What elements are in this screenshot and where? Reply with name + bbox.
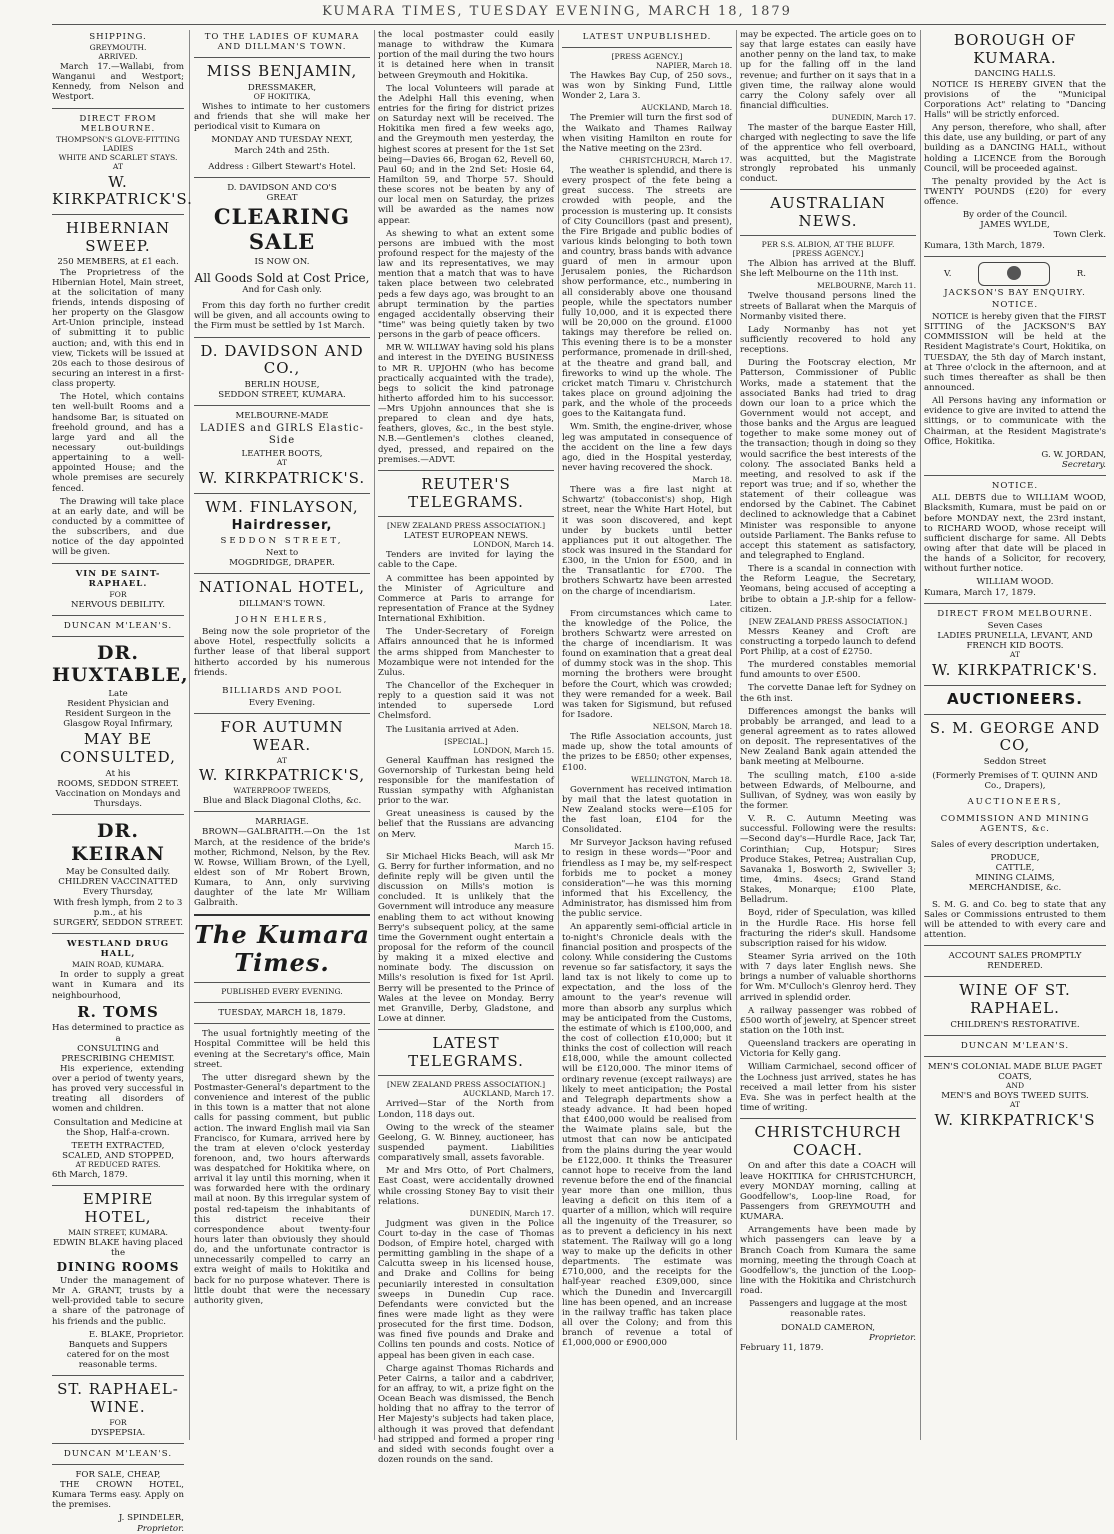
divider [194, 811, 370, 812]
coach-sig: DONALD CAMERON, [780, 1322, 876, 1333]
aus-assoc: [NEW ZEALAND PRESS ASSOCIATION.] [748, 616, 908, 626]
divider [194, 405, 370, 406]
euro-heading: LATEST EUROPEAN NEWS. [403, 531, 529, 542]
autumn-cloths: Blue and Black Diagonal Cloths, &c. [202, 796, 362, 807]
george-heading: S. M. GEORGE AND CO, [929, 718, 1101, 755]
george-item: CATTLE, [995, 863, 1035, 874]
empire-heading: EMPIRE HOTEL, [82, 1190, 154, 1226]
benjamin-trade: DRESSMAKER, [247, 82, 317, 93]
crest-letter: V. [944, 268, 952, 279]
divider [740, 1118, 916, 1119]
royal-crest-icon [978, 262, 1050, 286]
news-item: V. R. C. Autumn Meeting was successful. Following were the results:—Second day's—Hurdle Race, Jack Tar, Corinthian; Cup, Hotspur; Sires Produce Stakes, Petrea; Australian Cup, Savanaka 1, Bosworth 2, Swiveller 3; time, 4mins. 4secs; Grand Stand Stakes, Monarque; £100 Plate, Belladrum. [740, 814, 916, 906]
dateline: March 15. [514, 841, 554, 851]
news-item: The Premier will turn the first sod of the Waikato and Thames Railway when visiting Hamilton en route for the Native meeting on the 23rd. [562, 113, 732, 154]
raphael-heading: ST. RAPHAEL-WINE. [57, 1380, 179, 1416]
dateline: CHRISTCHURCH, March 17. [619, 155, 732, 165]
vin-heading: VIN DE SAINT-RAPHAEL. [75, 568, 161, 589]
divider [52, 214, 184, 215]
notice-text: Any person, therefore, who shall, after this date, use any building, or part of any building as a DANCING HALL, without holding a LICENCE from the Borough Council, will be proceeded against. [924, 123, 1106, 174]
toms-text: Has determined to practice as a [52, 1023, 185, 1044]
direct-heading: DIRECT FROM MELBOURNE. [937, 608, 1093, 619]
divider [52, 615, 184, 616]
crown-sig: J. SPINDELER, [118, 1513, 184, 1524]
hibernian-text: The Drawing will take place at an early date, and will be conducted by a committee of the subscribers, and due notice of the day appointed will be given. [52, 496, 184, 558]
vin-firm: DUNCAN M'LEAN'S. [63, 620, 173, 631]
huxtable-heading: DR. HUXTABLE, [52, 642, 189, 687]
column-divider [374, 30, 375, 1440]
shipping-heading: SHIPPING. [89, 32, 147, 42]
notice-sig: WILLIAM WOOD. [976, 577, 1054, 588]
melb-firm: W. KIRKPATRICK'S. [198, 469, 366, 488]
divider [52, 563, 184, 564]
huxtable-vacc: Vaccination on Mondays and Thursdays. [55, 789, 181, 810]
finlayson-draper: MOGDRIDGE, DRAPER. [229, 558, 335, 569]
australian-heading: AUSTRALIAN NEWS. [770, 193, 886, 230]
divider [378, 470, 554, 471]
finlayson-trade: Hairdresser, [231, 518, 333, 534]
latest-heading: LATEST TELEGRAMS. [408, 1034, 524, 1070]
raphael-use: DYSPEPSIA. [90, 1427, 146, 1438]
borough-heading: BOROUGH OF KUMARA. [953, 31, 1077, 67]
news-item: The sculling match, £100 a-side between Edwards, of Melbourne, and Sullivan, of Sydney, was won easily by the former. [740, 770, 916, 811]
davidson-text: From this day forth no further credit will be given, and all accounts owing to the Firm must be settled by 1st March. [194, 301, 370, 332]
paper-published: PUBLISHED EVERY EVENING. [221, 987, 343, 997]
royal-crest-row [924, 262, 1106, 286]
reuter-heading: REUTER'S TELEGRAMS. [408, 474, 524, 511]
empire-street: MAIN STREET, KUMARA. [68, 1227, 168, 1237]
wine-heading: WINE OF ST. RAPHAEL. [959, 981, 1071, 1018]
dateline: LONDON, March 14. [473, 540, 554, 550]
notice-text: All Persons having any information or evidence to give are invited to attend the sittings, or to communicate with the Chairman, at the Resident Magistrate's Office, Hokitika. [924, 396, 1106, 447]
marriage-text: BROWN—GALBRAITH.—On the 1st March, at the residence of the bride's mother, Richmond, Nelson, by the Rev. W. Rowse, William Brown, of the Lyell, eldest son of Mr Robert Brown, Kumara, to Ann, only surviving daughter of the late Mr William Galbraith. [194, 827, 370, 909]
melb-line: LEATHER BOOTS, [241, 448, 323, 459]
divider [924, 256, 1106, 257]
toms-text: TEETH EXTRACTED, SCALED, AND STOPPED, [62, 1140, 174, 1162]
keiran-heading: DR. KEIRAN [71, 820, 165, 865]
george-street: Seddon Street [983, 756, 1047, 767]
news-item: The Under-Secretary of Foreign Affairs announced that he is informed the arms shipped from Manchester to Mozambique were not intended for the Zulus. [378, 627, 554, 678]
george-auct: AUCTIONEERS, [967, 797, 1063, 808]
wine-firm: DUNCAN M'LEAN'S. [960, 1040, 1070, 1051]
vin-use: NERVOUS DEBILITY. [71, 599, 165, 610]
kirkpatrick-name: W. KIRKPATRICK'S [934, 1111, 1096, 1130]
news-item: An apparently semi-official article in to-night's Chronicle deals with the financial position and prospects of the colony. While considering the Customs revenue so far satisfactory, it says the land tax is not likely to come up to expectation, and the loss of the amount to the year's revenue will more than absorb any surplus which may be anticipated from the Customs, the estimate of which is £100,000, and the cost of collection £10,000; but it thinks the cost of collection will reach £18,000, while the amount collected will be £120,000. The minor items of ordinary revenue (except railways) are likely to meet anticipation; the Postal and Telegraph departments show a steady advance. It had been hoped that £400,000 would be realised from the Waimate plains sale, but the utmost that can now be anticipated from the plains during the year would be £122,000. It thinks the Treasurer cannot hope to receive from the land revenue before the end of the financial year more than one million, thus leaving a deficit on this item of a quarter of a million, which will require all the ingenuity of the Treasurer, so as to prevent a deficiency in his next statement. The Railway will go a long way to make up the deficits in other departments. The estimate was £710,000, and the receipts for the half-year reached £309,000, since which the Dunedin and Invercargill line has been opened, and an increase in the railway traffic has taken place all over the Colony; and from this branch of revenue a total of £1,000,000 or £900,000 [562, 922, 732, 1349]
special-label: [SPECIAL.] [444, 736, 488, 746]
aus-agency: [PRESS AGENCY.] [792, 249, 864, 259]
national-town: DILLMAN'S TOWN. [238, 598, 326, 609]
empire-dining: DINING ROOMS [56, 1259, 180, 1274]
coach-role: Proprietor. [868, 1332, 916, 1343]
shipping-text: March 17.—Wallabi, from Wanganui and Westport; Kennedy, from Nelson and Westport. [52, 62, 184, 103]
keiran-surgery: SURGERY, SEDDON STREET. [52, 917, 184, 928]
notice-role: Secretary. [1061, 460, 1106, 471]
divider [194, 1023, 370, 1024]
vin-for: FOR [109, 589, 127, 599]
davidson-head: D. DAVIDSON AND CO'S [227, 182, 337, 193]
mens-and: AND [1005, 1081, 1025, 1091]
ehlers-text: Being now the sole proprietor of the above Hotel, respectfully solicits a further lease of that liberal support hitherto accorded by his numerous friends. [194, 627, 370, 678]
kirkpatrick-name: W. KIRKPATRICK'S. [52, 172, 193, 209]
finlayson-heading: WM. FINLAYSON, [205, 497, 359, 516]
mens-line: MEN'S COLONIAL MADE BLUE PAGET COATS, [927, 1062, 1103, 1083]
news-item: Arrived—Star of the North from London, 118 days out. [378, 1099, 554, 1120]
hibernian-members: 250 MEMBERS, at £1 each. [57, 257, 179, 268]
dateline: MELBOURNE, March 11. [816, 281, 916, 291]
raphael-firm: DUNCAN M'LEAN'S. [63, 1448, 173, 1459]
george-item: MERCHANDISE, &c. [968, 883, 1062, 894]
column-divider [189, 30, 190, 1440]
direct-at: AT [112, 161, 124, 171]
divider [924, 714, 1106, 715]
crown-head: FOR SALE, CHEAP, [75, 1469, 161, 1480]
news-item: The Rifle Association accounts, just made up, show the total amounts of the prizes to be £850; other expenses, £100. [562, 732, 732, 773]
finlayson-next: Next to [265, 547, 299, 558]
dateline: NELSON, March 18. [652, 722, 732, 732]
news-item: Mr Surveyor Jackson having refused to resign in these words—"Poor and friendless as I may be, my self-respect forbids me to pocket a money consideration"—he was this morning informed that his Excellency, the Administrator, has dismissed him from the public service. [562, 838, 732, 920]
column-1 [52, 30, 193, 1534]
toms-text: AT REDUCED RATES. [75, 1160, 161, 1170]
page-masthead: KUMARA TIMES, TUESDAY EVENING, MARCH 18, 1879 [322, 4, 792, 19]
jackson-heading: JACKSON'S BAY ENQUIRY. [944, 287, 1086, 298]
divider [378, 1029, 554, 1030]
clearing-sale: CLEARING SALE [213, 204, 351, 254]
divider [924, 1056, 1106, 1057]
westland-text: In order to supply a great want in Kumara and its neighbourhood, [52, 970, 184, 1001]
news-item: Wm. Smith, the engine-driver, whose leg was amputated in consequence of the accident on the line a few days ago, died in the Hospital yesterday, never having recovered the shock. [562, 422, 732, 474]
notice-text: ALL DEBTS due to WILLIAM WOOD, Blacksmith, Kumara, must be paid on or before MONDAY next, the 23rd instant, to RICHARD WOOD, whose receipt will sufficient discharge for same. All Debts owing after that date will be placed in the hands of a Solicitor, for recovery, without further notice. [924, 493, 1106, 575]
notice-sig: G. W. JORDAN, [1041, 449, 1106, 460]
george-item: PRODUCE, [990, 852, 1040, 863]
keiran-children: CHILDREN VACCINATTED [58, 877, 178, 888]
benjamin-of: OF HOKITIKA, [253, 92, 311, 102]
paper-date: TUESDAY, MARCH 18, 1879. [218, 1008, 346, 1019]
divider [924, 976, 1106, 977]
latest-assoc: [NEW ZEALAND PRESS ASSOCIATION.] [386, 1080, 546, 1090]
empire-sig: E. BLAKE, Proprietor. [88, 1329, 184, 1340]
divider [194, 493, 370, 494]
divider [194, 1002, 370, 1003]
keiran-thursday: Every Thursday, [82, 887, 154, 898]
editorial-paragraph: The local Volunteers will parade at the Adelphi Hall this evening, when entries for the firing for district prizes on Saturday next will be received. The Hokitika men fired a few weeks ago, and the Greymouth men yesterday, the highest scores at present for the 1st Set being—Davies 66, Brogan 62, Revell 60, Paul 60; and in the 2nd Set: Hosie 64, Hamilton 59, and Thorpe 57. Should these scores not be beaten by any of our local men on Saturday, the prizes will be awarded as the names now appear. [378, 83, 554, 226]
coach-date: February 11, 1879. [740, 1342, 824, 1353]
divider [194, 177, 370, 178]
coach-text: Passengers and luggage at the most reasonable rates. [749, 1299, 907, 1320]
editorial-paragraph: The usual fortnightly meeting of the Hospital Committee will be held this evening at the Secretary's office, Main street. [194, 1029, 370, 1070]
huxtable-text: Resident Physician and Resident Surgeon in the Glasgow Royal Infirmary, [63, 699, 173, 730]
kirkpatrick-name: W. KIRKPATRICK'S. [931, 661, 1099, 680]
george-comm: COMMISSION AND MINING AGENTS, &c. [940, 813, 1090, 834]
notice-heading: NOTICE. [991, 299, 1039, 310]
dateline: March 18. [692, 475, 732, 485]
crown-role: Proprietor. [136, 1523, 184, 1534]
divider [52, 636, 184, 637]
davidson2-street: SEDDON STREET, KUMARA. [218, 390, 346, 401]
autumn-at: AT [276, 755, 288, 765]
divider [194, 57, 370, 58]
divider [740, 235, 916, 236]
direct-line: WHITE AND SCARLET STAYS. [58, 152, 178, 162]
empire-text: Banquets and Suppers catered for on the most reasonable terms. [66, 1339, 170, 1371]
dateline: AUCKLAND, March 17. [463, 1089, 554, 1099]
huxtable-at: At his [105, 768, 131, 779]
dancing-halls: DANCING HALLS. [974, 69, 1056, 80]
news-item: Boyd, rider of Speculation, was killed in the Hurdle Race. His horse fell fracturing the rider's skull. Handsome subscription raised for his widow. [740, 908, 916, 949]
autumn-firm: W. KIRKPATRICK'S, [198, 766, 366, 785]
westland-heading: WESTLAND DRUG HALL, [66, 939, 170, 960]
advt-paragraph: MR W. WILLWAY having sold his plans and interest in the DYEING BUSINESS to MR R. UPJOHN (who has become practically acquainted with the trade), begs to solicit the kind patronage hitherto afforded him to his successor.—Mrs Upjohn announces that she is prepared to clean and dye hats, feathers, gloves, &c., in the best style. N.B.—Gentlemen's clothes cleaned, dyed, pressed, and repaired on the premises.—ADVT. [378, 343, 554, 465]
notice-text: NOTICE IS HEREBY GIVEN that the provisions of the "Municipal Corporations Act" relating to "Dancing Halls" will be strictly enforced. [924, 79, 1106, 120]
column-divider [920, 30, 921, 1440]
melb-line: LADIES and GIRLS Elastic-Side [199, 423, 365, 447]
hibernian-text: The Proprietress of the Hibernian Hotel, Main street, at the solicitation of many friends, intends disposing of her property on the Glasgow Art-Union principle, instead of submitting it to public auction; and, with this end in view, Tickets will be issued at 20s each to those desirous of securing an interest in a first-class property. [52, 267, 184, 390]
news-item: Lady Normanby has not yet sufficiently recovered to hold any receptions. [740, 324, 916, 356]
shipping-arrived: ARRIVED. [98, 52, 138, 62]
divider [52, 108, 184, 109]
aus-per: PER S.S. ALBION, AT THE BLUFF. [761, 240, 895, 250]
news-item: Judgment was given in the Police Court to-day in the case of Thomas Dodson, of Empire hotel, charged with permitting gambling in the shape of a Calcutta sweep in his licensed house, and Drake and Collins for being pecuniarily interested in consultation sweeps in Dunedin Cup race. Defendants were convicted but the fines were made light as they were prosecuted for the first time. Dodson, was fined five pounds and Drake and Collins ten pounds and costs. Notice of appeal has been given in each case. [378, 1218, 554, 1361]
benjamin-text: Wishes to intimate to her customers and friends that she will make her periodical visit to Kumara on [194, 102, 370, 133]
huxtable-may: MAY BE CONSULTED, [60, 730, 176, 767]
divider [52, 1375, 184, 1376]
divider [52, 1464, 184, 1465]
dateline: WELLINGTON, March 18. [631, 774, 732, 784]
notice-date: Kumara, 13th March, 1879. [924, 240, 1045, 251]
divider [194, 982, 370, 983]
news-item: Queensland trackers are operating in Victoria for Kelly gang. [740, 1039, 916, 1060]
shipping-place: GREYMOUTH. [89, 43, 147, 53]
huxtable-late: Late [108, 688, 128, 699]
unpub-assoc: [PRESS AGENCY.] [611, 52, 683, 62]
davidson-great: GREAT [266, 193, 298, 204]
news-item: The Albion has arrived at the Bluff. She left Melbourne on the 11th inst. [740, 259, 916, 280]
national-heading: NATIONAL HOTEL, [198, 578, 366, 597]
ehlers-name: JOHN EHLERS, [235, 615, 329, 626]
benjamin-heading: MISS BENJAMIN, [206, 62, 358, 81]
divider [924, 685, 1106, 686]
divider [194, 573, 370, 574]
column-2 [194, 30, 370, 1440]
hibernian-text: The Hotel, which contains ten well-built Rooms and a handsome Bar, is situated on freehold ground, and has a large yard and all the necessary out-buildings appertaining to a well-appointed House; and the whole premises are securely fenced. [52, 392, 184, 494]
news-item: Sir Michael Hicks Beach, will ask Mr G. Berry for further information, and no definite reply will be given until the discussion on Mills's motion is concluded. It is unlikely that the Government will introduce any measure enabling them to act without knowing Berry's subsequent policy, at the same time the Government ought entertain a proposal for the reform of the council by making it a mixed elective and nominate body. The discussion on Mills's resolution is fixed for 1st April. Berry will be presented to the Prince of Wales at the levee on Monday. Berry met Granville, Derby, Gladstone, and Lowe at dinner. [378, 851, 554, 1024]
direct-heading: DIRECT FROM MELBOURNE. [79, 113, 157, 134]
news-item: William Carmichael, second officer of the Lochness just arrived, states he has received a mail letter from his sister Eva. She was in perfect health at the time of writing. [740, 1062, 916, 1113]
editorial-paragraph: As shewing to what an extent some persons are imbued with the most profound respect for the majesty of the law and its representatives, we may mention that a match that was to have taken place between two celebrated peds a few days ago, was brought to an abrupt termination by the parties engaged accidentally observing their "time" was being quietly taken by two persons in the garb of peace officers. [378, 228, 554, 341]
news-item: The corvette Danae left for Sydney on the 6th inst. [740, 683, 916, 704]
divider [194, 337, 370, 338]
huxtable-rooms: ROOMS, SEDDON STREET. [57, 778, 179, 789]
davidson-now: IS NOW ON. [254, 256, 310, 267]
george-item: MINING CLAIMS, [975, 873, 1055, 884]
news-item: From circumstances which came to the knowledge of the Police, the brothers Schwartz were arrested on the charge of incendiarism. It was found on examination that a great deal of dummy stock was in the shop. This morning the brothers were brought before the Court, which was crowded; they were remanded for a week. Bail was taken for Sigismund, but refused for Isadore. [562, 608, 732, 721]
news-item: Messrs Keaney and Croft are constructing a torpedo launch to defend Port Philip, at a cost of £2750. [740, 626, 916, 658]
news-item: During the Footscray election, Mr Patterson, Commissioner of Public Works, made a statement that the associated Banks had tried to drag down our loan to a price which the Government would not accept, and those banks and the Argus are leagued together to make some money out of the transaction; though in doing so they would sacrifice the best interests of the colony. The associated Banks held a meeting, and resolved to ask if the report was true; and if so, whether the statement of their colleague was endorsed by the Cabinet. The Cabinet declined to acknowledge that a Cabinet Minister was responsible to anyone outside Parliament. The Banks refuse to accept this statement as satisfactory, and telegraphed to England. [740, 358, 916, 561]
wine-use: CHILDREN'S RESTORATIVE. [950, 1019, 1080, 1030]
coach-text: Arrangements have been made by which passengers can leave by a Branch Coach from Kumara the same morning, meeting the through Coach at Goodfellow's, the junction of the Loop-line with the Hokitika and Christchurch road. [740, 1225, 916, 1297]
benjamin-address: Address : Gilbert Stewart's Hotel. [208, 161, 356, 172]
finlayson-street: SEDDON STREET, [220, 535, 344, 546]
notice-text: NOTICE is hereby given that the FIRST SITTING of the JACKSON'S BAY COMMISSION will be held at the Resident Magistrate's Court, Hokitika, on TUESDAY, the 5th day of March instant, at Three o'clock in the afternoon, and at such times thereafter as shall be then announced. [924, 312, 1106, 394]
divider [194, 713, 370, 714]
ladies-heading: TO THE LADIES OF KUMARA AND DILLMAN'S TOWN. [204, 32, 360, 53]
notice-date: Kumara, March 17, 1879. [924, 587, 1036, 598]
george-sales: Sales of every description undertaken, [930, 839, 1100, 850]
george-formerly: (Formerly Premises of T. QUINN AND Co., Drapers), [932, 771, 1098, 792]
toms-text: Consultation and Medicine at the Shop, Half-a-crown. [53, 1117, 183, 1138]
melb-at: AT [276, 458, 288, 468]
direct-line: LADIES PRUNELLA, LEVANT, AND FRENCH KID BOOTS. [937, 630, 1093, 652]
news-item: The murdered constables memorial fund amounts to over £500. [740, 660, 916, 681]
dateline: AUCKLAND, March 18. [641, 103, 732, 113]
toms-name: R. TOMS [77, 1002, 159, 1021]
notice-order: By order of the Council. [962, 210, 1068, 221]
news-item: may be expected. The article goes on to say that large estates can easily have another penny on the land tax, to make up for the falling off in the land revenue; and further on it says that in a given time, the railway alone would carry the Colony safely over all financial difficulties. [740, 30, 916, 111]
editorial-paragraph: The utter disregard shewn by the Postmaster-General's department to the convenience and interest of the public in this town is a matter that not alone calls for passing comment, but public action. The inward English mail via San Francisco, for Kumara, arrived here by the tram at eleven o'clock yesterday forenoon, and, two hours afterwards was despatched for Hokitika where, on arrival it lay until this morning, when it was forwarded here with the ordinary mail at noon. By this irregular system of postal red-tapeism the inhabitants of this district receive their correspondence about twenty-four hours later than obviously they should do, and the unfortunate contractor is unnecessarily compelled to carry an extra weight of mails to Hokitika and back for no purpose whatever. There is little doubt that were the necessary authority given, [194, 1072, 370, 1306]
toms-text: CONSULTING and PRESCRIBING CHEMIST. [61, 1043, 175, 1064]
news-item: The Chancellor of the Exchequer in reply to a question said it was not intended to supersede Lord Chelmsford. [378, 681, 554, 722]
george-account: ACCOUNT SALES PROMPTLY RENDERED. [948, 951, 1082, 972]
news-item: Owing to the wreck of the steamer Geelong, G. W. Binney, auctioneer, has suspended payment. Liabilities comparatively small, assets favorable. [378, 1122, 554, 1164]
news-item: Twelve thousand persons lined the streets of Ballarat when the Marquis of Normanby visited there. [740, 291, 916, 322]
news-item: The master of the barque Easter Hill, charged with neglecting to save the life of the apprentice who fell overboard, was acquitted, but the Magistrate strongly reprobated his unmanly conduct. [740, 123, 916, 184]
notice-text: The penalty provided by the Act is TWENTY POUNDS (£20) for every offence. [924, 176, 1106, 208]
news-item: The Hawkes Bay Cup, of 250 sovs., was won by Sinking Fund, Little Wonder 2, Lara 3. [562, 71, 732, 102]
column-6 [924, 30, 1106, 1440]
news-item: A railway passenger was robbed of £500 worth of jewelry, at Spencer street station on the 10th inst. [740, 1005, 916, 1036]
george-text: S. M. G. and Co. beg to state that any Sales or Commissions entrusted to them will be attended to with every care and attention. [924, 899, 1106, 940]
direct-at: AT [1009, 650, 1021, 660]
autumn-heading: FOR AUTUMN WEAR. [220, 718, 344, 754]
divider [924, 1035, 1106, 1036]
divider [378, 1075, 554, 1076]
top-rule [52, 24, 1106, 25]
billiards: BILLIARDS AND POOL [222, 685, 342, 696]
keiran-lymph: With fresh lymph, from 2 to 3 p.m., at his [53, 897, 183, 918]
notice-heading: NOTICE. [991, 481, 1039, 492]
davidson2-name: D. DAVIDSON AND CO., [200, 341, 364, 378]
benjamin-dates: March 24th and 25th. [234, 145, 330, 156]
dateline: DUNEDIN, March 17. [469, 1208, 554, 1218]
reuter-assoc: [NEW ZEALAND PRESS ASSOCIATION.] [386, 521, 546, 531]
direct-line: THOMPSON'S GLOVE-FITTING LADIES [56, 134, 180, 153]
dateline: NAPIER, March 18. [656, 61, 732, 71]
coach-heading: CHRISTCHURCH COACH. [754, 1123, 902, 1159]
divider [924, 945, 1106, 946]
news-item: The weather is splendid, and there is every prospect of the fete being a great success. The streets are crowded with people, and the procession is mustering up. It consists of City Councillors (past and present), the Fire Brigade and public bodies of various kinds belonging to both town and country, brass bands with advance guard of men in armour upon Jerusalem ponies, the Richardson show performance, etc., numbering in all considerably above one thousand people, while the spectators number fully 10,000, and it is expected there will be 20,000 on the ground. £1000 takings may therefore be relied on. This evening there is to be a monster performance, promenade in drill-shed, at the theatre and grand ball, and fireworks to wind up the whole. The cricket match Timaru v. Christchurch takes place on ground adjoining the park, and the whole of the proceeds goes to the Kaitangata fund. [562, 165, 732, 420]
news-item: Steamer Syria arrived on the 10th with 7 days later English news. She brings a number of valuable shorthorns for Wm. M'Culloch's Glenroy herd. They arrived in splendid order. [740, 951, 916, 1003]
dateline: DUNEDIN, March 17. [831, 113, 916, 123]
divider [52, 1185, 184, 1186]
notice-role: Town Clerk. [1053, 230, 1106, 241]
divider [52, 814, 184, 815]
auctioneers-heading: AUCTIONEERS. [947, 689, 1083, 708]
column-5 [740, 30, 916, 1440]
crest-letter: R. [1076, 268, 1086, 279]
news-item: Mr and Mrs Otto, of Port Chalmers, East Coast, were accidentally drowned while crossing Stoney Bay to visit their relations. [378, 1166, 554, 1207]
davidson-cash: And for Cash only. [242, 285, 322, 296]
crown-text: THE CROWN HOTEL, Kumara Terms easy. Apply on the premises. [52, 1480, 184, 1511]
news-item: Government has received intimation by mail that the latest quotation in New Zealand stocks were—£105 for the fast loan, £104 for the Consolidated. [562, 784, 732, 836]
divider [194, 914, 370, 916]
column-divider [736, 30, 737, 1440]
divider [378, 516, 554, 517]
westland-road: MAIN ROAD, KUMARA. [71, 960, 165, 970]
billiards-every: Every Evening. [248, 698, 316, 708]
news-item: General Kauffman has resigned the Governorship of Turkestan being held responsible for the manifestation of Russian sympathy with Afghanistan prior to the war. [378, 755, 554, 807]
autumn-tweeds: WATERPROOF TWEEDS, [233, 786, 331, 796]
mens-at: AT [1009, 1100, 1021, 1110]
news-item: Tenders are invited for laying the cable to the Cape. [378, 550, 554, 571]
news-item: The Lusitania arrived at Aden. [386, 724, 519, 735]
divider [52, 933, 184, 934]
raphael-for: FOR [109, 1417, 127, 1427]
davidson2-house: BERLIN HOUSE, [244, 379, 320, 390]
column-divider [558, 30, 559, 1440]
divider [924, 603, 1106, 604]
divider [562, 47, 732, 48]
dateline: Later. [709, 598, 732, 608]
marriage-head: MARRIAGE. [255, 817, 309, 828]
mens-line: MEN'S and BOYS TWEED SUITS. [941, 1091, 1089, 1102]
editorial-paragraph: the local postmaster could easily manage to withdraw the Kumara portion of the mail during the two hours it is detained here when in transit between Greymouth and Hokitika. [378, 30, 554, 81]
keiran-daily: May be Consulted daily. [65, 867, 171, 878]
notice-sig: JAMES WYLDE, [980, 220, 1050, 231]
news-item: Great uneasiness is caused by the belief that the Russians are advancing on Merv. [378, 809, 554, 840]
paper-title: The Kumara Times. [194, 919, 370, 977]
column-3 [378, 30, 554, 1465]
direct-cases: Seven Cases [987, 620, 1043, 631]
melb-head: MELBOURNE-MADE [235, 411, 329, 422]
empire-text: Under the management of Mr A. GRANT, trusts by a well-provided table to secure a share of the patronage of his friends and the public. [52, 1276, 184, 1327]
benjamin-days: MONDAY AND TUESDAY NEXT, [211, 135, 353, 146]
davidson-goods: All Goods Sold at Cost Price, [194, 270, 370, 285]
divider [924, 475, 1106, 476]
unpub-heading: LATEST UNPUBLISHED. [582, 32, 712, 42]
toms-text: His experience, extending over a period of twenty years, has proved very successful in treating all disorders of women and children. [52, 1063, 184, 1115]
coach-text: On and after this date a COACH will leave HOKITIKA for CHRISTCHURCH, every MONDAY morning, calling at Goodfellow's, Loop-line Road, for Passengers from GREYMOUTH and KUMARA. [740, 1161, 916, 1223]
toms-date: 6th March, 1879. [52, 1170, 128, 1181]
news-item: Differences amongst the banks will probably be arranged, and lead to a general agreement as to rates allowed on deposit. The representatives of the New Zealand Bank again attended the bank meeting at Melbourne. [740, 706, 916, 768]
hibernian-heading: HIBERNIAN SWEEP. [65, 219, 171, 255]
empire-text: EDWIN BLAKE having placed the [52, 1237, 184, 1258]
news-item: There was a fire last night at Schwartz' (tobacconist's) shop, High street, near the White Hart Hotel, but it was soon discovered, and kept under by buckets until better appliances put it out altogether. The stock was insured in the Standard for £300, in the Union for £500, and in the Transatlantic for £700. The brothers Schwartz have been arrested on the charge of incendiarism. [562, 485, 732, 597]
dateline: LONDON, March 15. [473, 745, 554, 755]
divider [52, 1443, 184, 1444]
column-4 [562, 30, 732, 1440]
news-item: There is a scandal in connection with the Reform League, the Secretary, Yeomans, being accused of accepting a bribe to obtain a J.P.-ship for a fellow-citizen. [740, 564, 916, 615]
news-item: A committee has been appointed by the Minister of Agriculture and Commerce at Paris to arrange for representation of France at the Sydney International Exhibition. [378, 573, 554, 625]
divider [740, 189, 916, 190]
news-item: Charge against Thomas Richards and Peter Cairns, a tailor and a cabdriver, for an affray, to wit, a prize fight on the Ocean Beach was dismissed, the Bench holding that no affray to the terror of Her Majesty's subjects had taken place, although it was proved that defendant had stripped and formed a proper ring and sided with seconds fought over a dozen rounds on the sand. [378, 1363, 554, 1465]
